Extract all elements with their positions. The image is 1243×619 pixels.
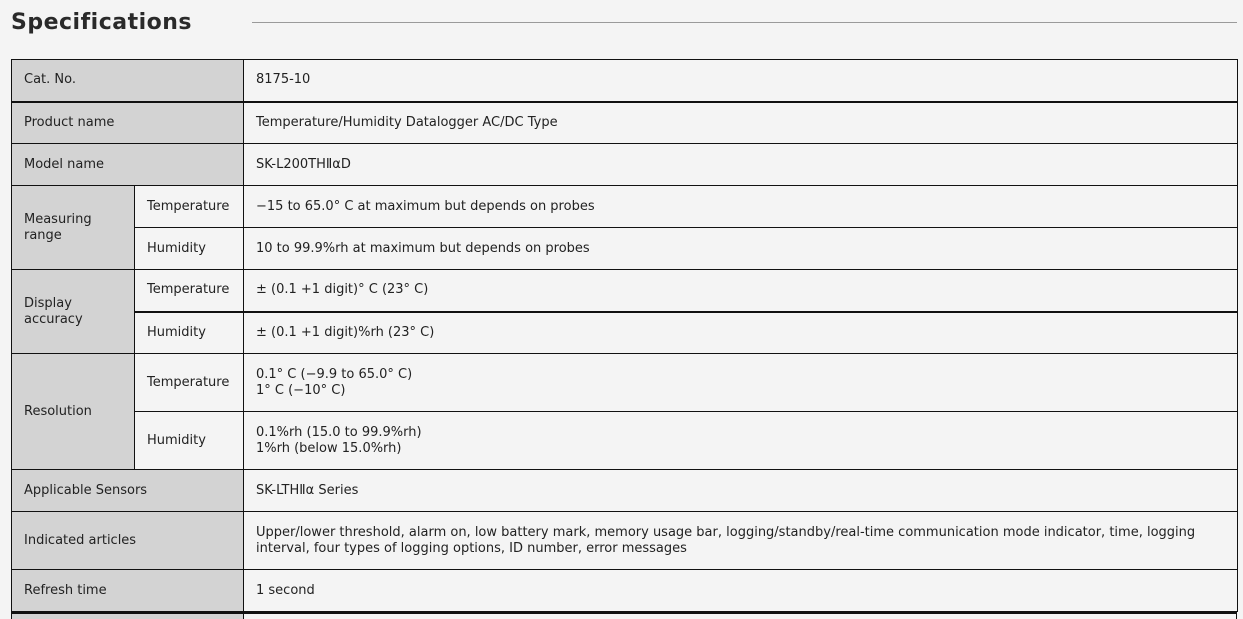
table-row — [12, 228, 1238, 270]
table-row — [12, 186, 1238, 228]
table-row — [12, 60, 1238, 102]
page-title: Specifications — [11, 10, 193, 35]
indicated-articles-value: Upper/lower threshold, alarm on, low battery mark, memory usage bar, logging/standby/real-time communication mode indicator, time, logging interval, four types of logging options, ID number, error messages — [244, 512, 1238, 570]
refresh-time-value: 1 second — [244, 570, 1238, 612]
resolution-temperature-value — [244, 354, 1238, 412]
next-row-partial — [11, 612, 1237, 619]
resolution-humidity-label: Humidity — [135, 412, 244, 470]
section-header — [11, 8, 1237, 40]
resolution-humidity-line1: 0.1%rh (15.0 to 99.9%rh) — [256, 424, 422, 440]
cat-no-value: 8175-10 — [244, 60, 1238, 102]
model-name-label: Model name — [12, 144, 244, 186]
model-name-value: SK-L200THⅡαD — [244, 144, 1238, 186]
table-row — [12, 354, 1238, 412]
applicable-sensors-value: SK-LTHⅡα Series — [244, 470, 1238, 512]
measuring-range-temperature-value: −15 to 65.0° C at maximum but depends on probes — [244, 186, 1238, 228]
display-accuracy-temperature-value: ± (0.1 +1 digit)° C (23° C) — [244, 270, 1238, 312]
resolution-humidity-value — [244, 412, 1238, 470]
measuring-range-temperature-label: Temperature — [135, 186, 244, 228]
measuring-range-label: Measuring range — [12, 186, 135, 270]
next-row-value-cell — [243, 612, 1237, 619]
next-row-label-cell — [11, 612, 243, 619]
resolution-label: Resolution — [12, 354, 135, 470]
table-row — [12, 102, 1238, 144]
measuring-range-humidity-value: 10 to 99.9%rh at maximum but depends on probes — [244, 228, 1238, 270]
measuring-range-humidity-label: Humidity — [135, 228, 244, 270]
table-row — [12, 144, 1238, 186]
product-name-label: Product name — [12, 102, 244, 144]
display-accuracy-humidity-value: ± (0.1 +1 digit)%rh (23° C) — [244, 312, 1238, 354]
table-row — [12, 270, 1238, 312]
specifications-table — [11, 59, 1238, 612]
display-accuracy-temperature-label: Temperature — [135, 270, 244, 312]
resolution-temperature-line2: 1° C (−10° C) — [256, 382, 346, 398]
applicable-sensors-label: Applicable Sensors — [12, 470, 244, 512]
title-divider — [252, 22, 1237, 23]
indicated-articles-label: Indicated articles — [12, 512, 244, 570]
resolution-temperature-label: Temperature — [135, 354, 244, 412]
display-accuracy-label: Display accuracy — [12, 270, 135, 354]
resolution-temperature-line1: 0.1° C (−9.9 to 65.0° C) — [256, 366, 413, 382]
product-name-value: Temperature/Humidity Datalogger AC/DC Type — [244, 102, 1238, 144]
table-row — [12, 412, 1238, 470]
resolution-humidity-line2: 1%rh (below 15.0%rh) — [256, 440, 402, 456]
refresh-time-label: Refresh time — [12, 570, 244, 612]
display-accuracy-humidity-label: Humidity — [135, 312, 244, 354]
table-row — [12, 312, 1238, 354]
table-row — [12, 470, 1238, 512]
table-row — [12, 570, 1238, 612]
cat-no-label: Cat. No. — [12, 60, 244, 102]
table-row — [12, 512, 1238, 570]
